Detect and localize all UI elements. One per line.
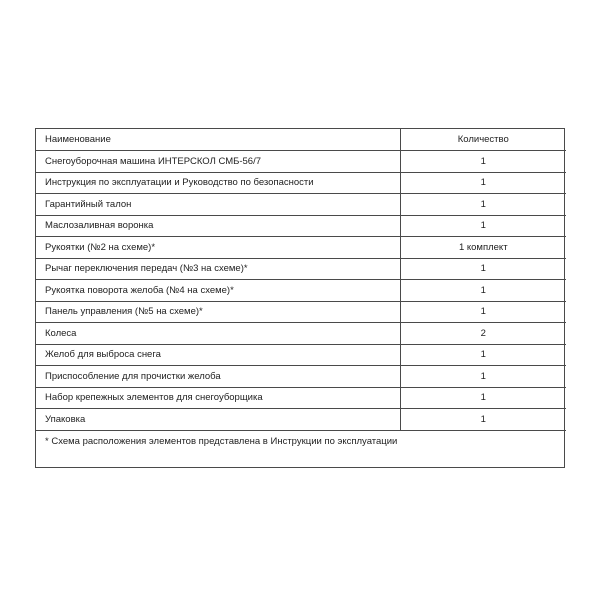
table-row (36, 387, 566, 409)
item-name: Набор крепежных элементов для снегоуборщика (36, 387, 400, 409)
item-name: Панель управления (№5 на схеме)* (36, 301, 400, 323)
item-quantity: 1 (400, 387, 566, 409)
table-row (36, 172, 566, 194)
item-name: Снегоуборочная машина ИНТЕРСКОЛ СМБ-56/7 (36, 151, 400, 173)
item-quantity: 1 (400, 280, 566, 302)
item-name: Рычаг переключения передач (№3 на схеме)* (36, 258, 400, 280)
item-quantity: 1 (400, 409, 566, 431)
table-row (36, 323, 566, 345)
item-quantity: 1 комплект (400, 237, 566, 259)
item-quantity: 2 (400, 323, 566, 345)
contents-table-frame (35, 128, 565, 468)
item-quantity: 1 (400, 194, 566, 216)
item-quantity: 1 (400, 258, 566, 280)
table-row (36, 366, 566, 388)
item-name: Гарантийный талон (36, 194, 400, 216)
item-quantity: 1 (400, 172, 566, 194)
item-name: Рукоятки (№2 на схеме)* (36, 237, 400, 259)
table-row (36, 151, 566, 173)
table-row (36, 344, 566, 366)
item-quantity: 1 (400, 301, 566, 323)
item-name: Желоб для выброса снега (36, 344, 400, 366)
table-row (36, 215, 566, 237)
item-name: Инструкция по эксплуатации и Руководство по безопасности (36, 172, 400, 194)
item-name: Колеса (36, 323, 400, 345)
table-row (36, 194, 566, 216)
table-row (36, 301, 566, 323)
item-name: Маслозаливная воронка (36, 215, 400, 237)
item-quantity: 1 (400, 366, 566, 388)
item-name: Рукоятка поворота желоба (№4 на схеме)* (36, 280, 400, 302)
table-row (36, 237, 566, 259)
item-quantity: 1 (400, 215, 566, 237)
column-header-name: Наименование (36, 129, 400, 151)
contents-table (36, 129, 566, 431)
footnote: * Схема расположения элементов представлена в Инструкции по эксплуатации (45, 435, 398, 447)
item-name: Приспособление для прочистки желоба (36, 366, 400, 388)
table-row (36, 258, 566, 280)
column-header-quantity: Количество (400, 129, 566, 151)
table-row (36, 280, 566, 302)
table-row (36, 409, 566, 431)
item-name: Упаковка (36, 409, 400, 431)
table-header-row (36, 129, 566, 151)
item-quantity: 1 (400, 344, 566, 366)
item-quantity: 1 (400, 151, 566, 173)
